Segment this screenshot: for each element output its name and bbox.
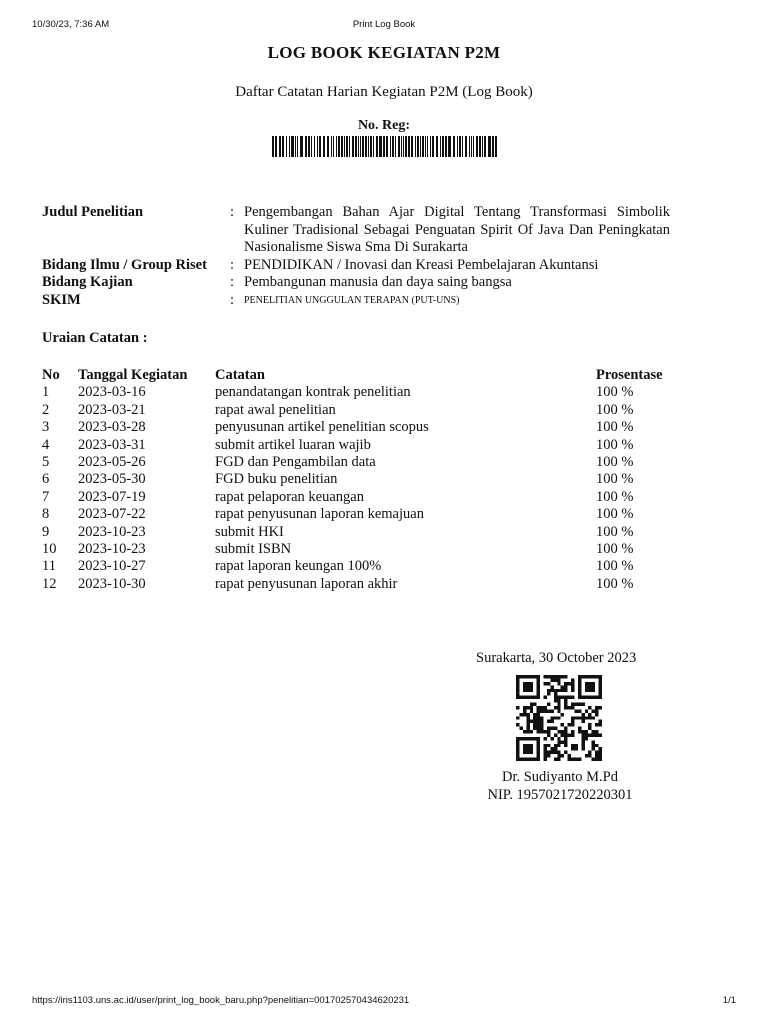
info-colon: :	[230, 291, 235, 308]
cell-tanggal: 2023-05-26	[78, 453, 146, 470]
cell-tanggal: 2023-10-23	[78, 540, 146, 557]
print-page-title: Print Log Book	[352, 19, 416, 30]
cell-no: 5	[42, 453, 50, 470]
cell-catatan: penyusunan artikel penelitian scopus	[215, 419, 429, 436]
cell-catatan: submit artikel luaran wajib	[215, 436, 371, 453]
info-label: Bidang Kajian	[42, 274, 133, 290]
cell-tanggal: 2023-03-16	[78, 384, 146, 401]
cell-catatan: rapat penyusunan laporan kemajuan	[215, 506, 424, 523]
column-header-catatan: Catatan	[215, 367, 265, 383]
cell-prosentase: 100 %	[596, 436, 634, 453]
table-row	[42, 524, 682, 541]
info-value: Pengembangan Bahan Ajar Digital Tentang Transformasi Simbolik Kuliner Tradisional Sebagai Penguatan Spirit Of Java Dan Peningkatan Nasionalisme Siswa Sma Di Surakarta	[244, 204, 670, 255]
cell-tanggal: 2023-10-23	[78, 523, 146, 540]
cell-no: 8	[42, 506, 50, 523]
cell-tanggal: 2023-07-22	[78, 506, 146, 523]
info-colon: :	[230, 204, 235, 220]
cell-tanggal: 2023-10-30	[78, 575, 146, 592]
print-url: https://iris1103.uns.ac.id/user/print_log_book_baru.php?penelitian=001702570434620231	[32, 995, 410, 1006]
table-row	[42, 437, 682, 454]
cell-tanggal: 2023-03-21	[78, 401, 146, 418]
info-label: Judul Penelitian	[42, 204, 144, 220]
qr-code-image	[516, 675, 602, 761]
document-title: LOG BOOK KEGIATAN P2M	[267, 43, 501, 62]
cell-prosentase: 100 %	[596, 488, 634, 505]
cell-prosentase: 100 %	[596, 384, 634, 401]
cell-prosentase: 100 %	[596, 453, 634, 470]
cell-prosentase: 100 %	[596, 401, 634, 418]
table-row	[42, 384, 682, 401]
info-value: PENDIDIKAN / Inovasi dan Kreasi Pembelajaran Akuntansi	[244, 256, 599, 273]
cell-tanggal: 2023-07-19	[78, 488, 146, 505]
print-datetime: 10/30/23, 7:36 AM	[32, 19, 110, 30]
print-page-count: 1/1	[722, 995, 736, 1006]
cell-no: 7	[42, 488, 50, 505]
cell-tanggal: 2023-10-27	[78, 558, 146, 575]
barcode-image	[272, 136, 498, 157]
cell-no: 9	[42, 523, 50, 540]
cell-catatan: rapat laporan keungan 100%	[215, 558, 382, 575]
info-row-judul	[42, 204, 670, 257]
cell-tanggal: 2023-03-31	[78, 436, 146, 453]
info-row-skim	[42, 292, 670, 310]
cell-catatan: rapat pelaporan keuangan	[215, 488, 364, 505]
cell-tanggal: 2023-05-30	[78, 471, 146, 488]
cell-no: 11	[42, 558, 56, 575]
cell-no: 12	[42, 575, 57, 592]
table-row	[42, 419, 682, 436]
cell-no: 6	[42, 471, 50, 488]
info-value: PENELITIAN UNGGULAN TERAPAN (PUT-UNS)	[244, 294, 460, 306]
info-row-bidang-ilmu	[42, 257, 670, 275]
column-header-no: No	[42, 367, 60, 383]
table-row	[42, 558, 682, 575]
table-header-row	[42, 367, 682, 384]
cell-prosentase: 100 %	[596, 523, 634, 540]
signer-nip: NIP. 1957021720220301	[487, 787, 633, 803]
table-row	[42, 402, 682, 419]
cell-no: 10	[42, 540, 57, 557]
cell-catatan: submit ISBN	[215, 540, 292, 557]
cell-prosentase: 100 %	[596, 540, 634, 557]
noreg-label: No. Reg:	[357, 118, 411, 133]
cell-prosentase: 100 %	[596, 419, 634, 436]
place-date: Surakarta, 30 October 2023	[476, 650, 637, 666]
cell-prosentase: 100 %	[596, 575, 634, 592]
cell-tanggal: 2023-03-28	[78, 419, 146, 436]
cell-catatan: submit HKI	[215, 523, 284, 540]
table-row	[42, 506, 682, 523]
column-header-tanggal: Tanggal Kegiatan	[78, 367, 188, 383]
cell-no: 3	[42, 419, 50, 436]
uraian-heading: Uraian Catatan :	[42, 330, 148, 346]
cell-catatan: penandatangan kontrak penelitian	[215, 384, 411, 401]
cell-catatan: rapat penyusunan laporan akhir	[215, 575, 398, 592]
table-row	[42, 489, 682, 506]
table-row	[42, 541, 682, 558]
table-row	[42, 454, 682, 471]
info-label: SKIM	[42, 291, 81, 308]
cell-prosentase: 100 %	[596, 506, 634, 523]
info-colon: :	[230, 274, 235, 290]
info-colon: :	[230, 256, 235, 273]
log-table	[42, 367, 682, 593]
signer-block	[440, 768, 680, 804]
signer-name: Dr. Sudiyanto M.Pd	[501, 769, 618, 785]
cell-prosentase: 100 %	[596, 471, 634, 488]
cell-no: 1	[42, 384, 50, 401]
cell-no: 4	[42, 436, 50, 453]
cell-catatan: rapat awal penelitian	[215, 401, 336, 418]
table-row	[42, 471, 682, 488]
document-subtitle: Daftar Catatan Harian Kegiatan P2M (Log Book)	[235, 84, 533, 100]
research-info	[42, 204, 670, 309]
cell-catatan: FGD dan Pengambilan data	[215, 453, 376, 470]
cell-prosentase: 100 %	[596, 558, 634, 575]
cell-catatan: FGD buku penelitian	[215, 471, 338, 488]
info-label: Bidang Ilmu / Group Riset	[42, 256, 207, 273]
cell-no: 2	[42, 401, 50, 418]
info-value: Pembangunan manusia dan daya saing bangsa	[244, 274, 512, 290]
column-header-prosentase: Prosentase	[596, 367, 663, 383]
info-row-bidang-kajian	[42, 274, 670, 292]
table-row	[42, 576, 682, 593]
